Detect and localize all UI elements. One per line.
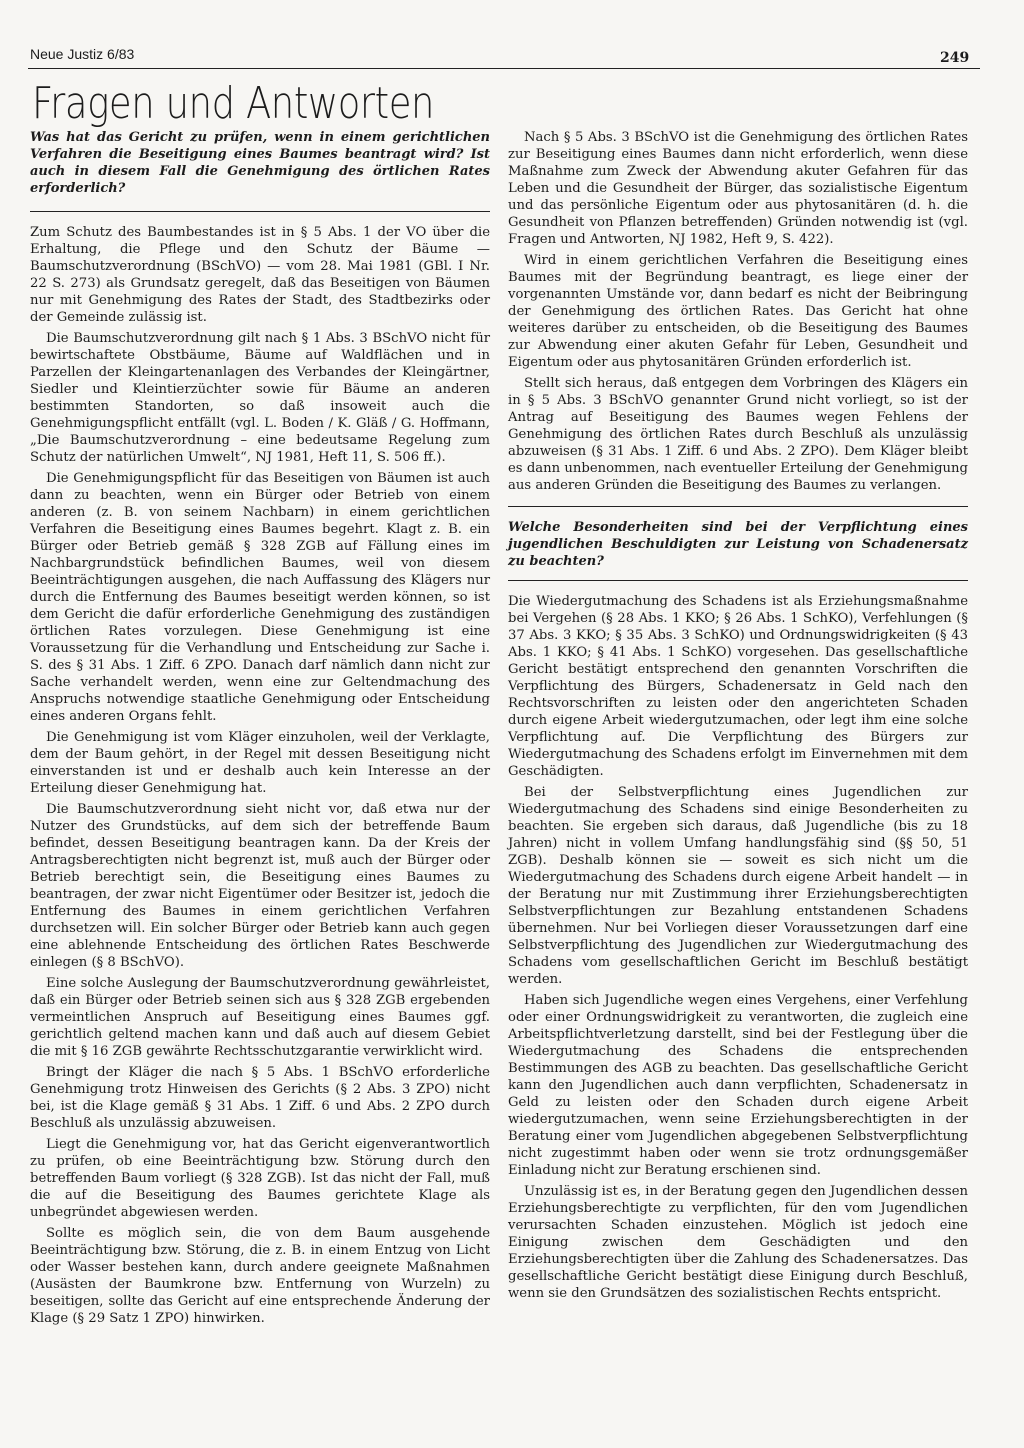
running-head: Neue Justiz 6/83 xyxy=(30,46,135,62)
question-2-block xyxy=(508,506,968,581)
paragraph: Liegt die Genehmigung vor, hat das Gericht eigenverantwortlich zu prüfen, ob eine Beeinträchtigung bzw. Störung durch den betreffenden Baum vorliegt (§ 328 ZGB). Ist das nicht der Fall, muß die auf die Beseitigung des Baumes gerichtete Klage als unbegründet abgewiesen werden. xyxy=(30,1137,490,1220)
paragraph: Eine solche Auslegung der Baumschutzverordnung gewährleistet, daß ein Bürger oder Betrieb seinen sich aus § 328 ZGB ergebenden vermeintlichen Anspruch auf Beseitigung eines Baumes ggf. gerichtlich geltend machen kann und daß auch auf diesem Gebiet die mit § 16 ZGB gewährte Rechtsschutzgarantie verwirklicht wird. xyxy=(30,976,490,1059)
paragraph: Unzulässig ist es, in der Beratung gegen den Jugendlichen dessen Erziehungsberechtigte zu verpflichten, für den vom Jugendlichen verursachten Schaden einzustehen. Möglich ist jedoch eine Einigung zwischen dem Geschädigten und den Erziehungsberechtigten über die Zahlung des Schadenersatzes. Das gesellschaftliche Gericht bestätigt diese Einigung durch Beschluß, wenn sie den Grundsätzen des sozialistischen Rechts entspricht. xyxy=(508,1184,968,1301)
paragraph: Die Genehmigungspflicht für das Beseitigen von Bäumen ist auch dann zu beachten, wenn ein Bürger oder Betrieb von einem anderen (z. B. von seinem Nachbarn) in einem gerichtlichen Verfahren die Beseitigung eines Baumes begehrt. Klagt z. B. ein Bürger oder Betrieb gemäß § 328 ZGB auf Fällung eines im Nachbargrundstück befindlichen Baumes, weil von diesem Beeinträchtigungen ausgehen, die nach Auffassung des Klägers nur durch die Entfernung des Baumes beseitigt werden können, so ist dem Gericht die dafür erforderliche Genehmigung des zuständigen örtlichen Rates vorzulegen. Diese Genehmigung ist eine Voraussetzung für die Verhandlung und Entscheidung zur Sache i. S. des § 31 Abs. 1 Ziff. 6 ZPO. Danach darf nämlich dann nicht zur Sache verhandelt werden, wenn eine zur Geltendmachung des Anspruchs notwendige staatliche Genehmigung oder Entscheidung eines anderen Organs fehlt. xyxy=(30,471,490,724)
paragraph: Bringt der Kläger die nach § 5 Abs. 1 BSchVO erforderliche Genehmigung trotz Hinweisen des Gerichts (§ 2 Abs. 3 ZPO) nicht bei, ist die Klage gemäß § 31 Abs. 1 Ziff. 6 und Abs. 2 ZPO durch Beschluß als unzulässig abzuweisen. xyxy=(30,1065,490,1131)
question-2: Welche Besonderheiten sind bei der Verpflichtung eines jugendlichen Beschuldigten zur Leistung von Schadenersatz zu beachten? xyxy=(508,520,968,569)
paragraph: Die Genehmigung ist vom Kläger einzuholen, weil der Verklagte, dem der Baum gehört, in der Regel mit dessen Beseitigung nicht einverstanden ist und er deshalb auch kein Interesse an der Erteilung dieser Genehmigung hat. xyxy=(30,730,490,796)
question-2-rule xyxy=(508,580,968,581)
paragraph: Nach § 5 Abs. 3 BSchVO ist die Genehmigung des örtlichen Rates zur Beseitigung eines Baumes dann nicht erforderlich, wenn diese Maßnahme zum Zweck der Abwendung akuter Gefahren für das Leben und die Gesundheit der Bürger, das sozialistische Eigentum und das persönliche Eigentum oder aus phytosanitären (d. h. die Gesundheit von Pflanzen betreffenden) Gründen notwendig ist (vgl. Fragen und Antworten, NJ 1982, Heft 9, S. 422). xyxy=(508,130,968,247)
question-1-rule xyxy=(30,211,490,212)
paragraph: Stellt sich heraus, daß entgegen dem Vorbringen des Klägers ein in § 5 Abs. 3 BSchVO genannter Grund nicht vorliegt, so ist der Antrag auf Beseitigung des Baumes wegen Fehlens der Genehmigung des örtlichen Rates durch Beschluß als unzulässig abzuweisen (§ 31 Abs. 1 Ziff. 6 und Abs. 2 ZPO). Dem Kläger bleibt es dann unbenommen, nach eventueller Erteilung der Genehmigung aus anderen Gründen die Beseitigung des Baumes zu verlangen. xyxy=(508,376,968,493)
paragraph: Wird in einem gerichtlichen Verfahren die Beseitigung eines Baumes mit der Begründung beantragt, es liege einer der vorgenannten Umstände vor, dann bedarf es nicht der Beibringung der Genehmigung des örtlichen Rates. Das Gericht hat ohne weiteres darüber zu entscheiden, ob die Beseitigung des Baumes zur Abwendung einer akuten Gefahr für Leben, Gesundheit und Eigentum oder aus phytosanitären Gründen erforderlich ist. xyxy=(508,253,968,370)
header-rule xyxy=(28,68,980,69)
question-2-top-rule xyxy=(508,506,968,507)
paragraph: Bei der Selbstverpflichtung eines Jugendlichen zur Wiedergutmachung des Schadens sind einige Besonderheiten zu beachten. Sie ergeben sich daraus, daß Jugendliche (bis zu 18 Jahren) nicht in vollem Umfang handlungsfähig sind (§§ 50, 51 ZGB). Deshalb können sie — soweit es sich nicht um die Wiedergutmachung des Schadens durch eigene Arbeit handelt — in der Beratung nur mit Zustimmung ihrer Erziehungsberechtigten Selbstverpflichtungen zur Bezahlung entstandenen Schadens übernehmen. Nur bei Vorliegen dieser Voraussetzungen darf eine Selbstverpflichtung des Jugendlichen zur Wiedergutmachung des Schadens vom gesellschaftlichen Gericht im Beschluß bestätigt werden. xyxy=(508,785,968,987)
paragraph: Die Baumschutzverordnung gilt nach § 1 Abs. 3 BSchVO nicht für bewirtschaftete Obstbäume, Bäume auf Waldflächen und in Parzellen der Kleingartenanlagen des Verbandes der Kleingärtner, Siedler und Kleintierzüchter sowie für Bäume an anderen bestimmten Standorten, so daß insoweit auch die Genehmigungspflicht entfällt (vgl. L. Boden / K. Gläß / G. Hoffmann, „Die Baumschutzverordnung – eine bedeutsame Regelung zum Schutz der natürlichen Umwelt“, NJ 1981, Heft 11, S. 506 ff.). xyxy=(30,331,490,465)
page-number: 249 xyxy=(940,50,970,66)
left-column xyxy=(30,129,490,1374)
paragraph: Die Wiedergutmachung des Schadens ist als Erziehungsmaßnahme bei Vergehen (§ 28 Abs. 1 KKO; § 26 Abs. 1 SchKO), Verfehlungen (§ 37 Abs. 3 KKO; § 35 Abs. 3 SchKO) und Ordnungswidrigkeiten (§ 43 Abs. 1 KKO; § 41 Abs. 1 SchKO) vorgesehen. Das gesellschaftliche Gericht bestätigt entsprechend den genannten Vorschriften die Verpflichtung des Bürgers, Schadenersatz in Geld nach den Rechtsvorschriften zu leisten oder den angerichteten Schaden durch eigene Arbeit wiedergutzumachen, oder legt ihm eine solche Verpflichtung auf. Die Verpflichtung des Bürgers zur Wiedergutmachung des Schadens erfolgt im Einvernehmen mit dem Geschädigten. xyxy=(508,594,968,779)
paragraph: Die Baumschutzverordnung sieht nicht vor, daß etwa nur der Nutzer des Grundstücks, auf dem sich der betreffende Baum befindet, dessen Beseitigung beantragen kann. Da der Kreis der Antragsberechtigten nicht begrenzt ist, muß auch der Bürger oder Betrieb berechtigt sein, die Beseitigung eines Baumes zu beantragen, der zwar nicht Eigentümer oder Besitzer ist, jedoch die Entfernung des Baumes in einem gerichtlichen Verfahren durchsetzen will. Ein solcher Bürger oder Betrieb kann auch gegen eine ablehnende Entscheidung des örtlichen Rates Beschwerde einlegen (§ 8 BSchVO). xyxy=(30,802,490,970)
section-title: Fragen und Antworten xyxy=(32,78,435,129)
right-column xyxy=(508,129,968,1374)
question-1: Was hat das Gericht zu prüfen, wenn in einem gerichtlichen Verfahren die Beseitigung eines Baumes beantragt wird? Ist auch in diesem Fall die Genehmigung des örtlichen Rates erforderlich? xyxy=(30,130,490,196)
paragraph: Zum Schutz des Baumbestandes ist in § 5 Abs. 1 der VO über die Erhaltung, die Pflege und den Schutz der Bäume — Baumschutzverordnung (BSchVO) — vom 28. Mai 1981 (GBl. I Nr. 22 S. 273) als Grundsatz geregelt, daß das Beseitigen von Bäumen nur mit Genehmigung des Rates der Stadt, des Stadtbezirks oder der Gemeinde zulässig ist. xyxy=(30,225,490,325)
paragraph: Sollte es möglich sein, die von dem Baum ausgehende Beeinträchtigung bzw. Störung, die z. B. in einem Entzug von Licht oder Wasser bestehen kann, durch andere geeignete Maßnahmen (Ausästen der Baumkrone bzw. Entfernung von Wurzeln) zu beseitigen, sollte das Gericht auf eine entsprechende Änderung der Klage (§ 29 Satz 1 ZPO) hinwirken. xyxy=(30,1226,490,1326)
paragraph: Haben sich Jugendliche wegen eines Vergehens, einer Verfehlung oder einer Ordnungswidrigkeit zu verantworten, die zugleich eine Arbeitspflichtverletzung darstellt, sind bei der Festlegung über die Wiedergutmachung des Schadens die entsprechenden Bestimmungen des AGB zu beachten. Das gesellschaftliche Gericht kann den Jugendlichen auch dann verpflichten, Schadenersatz in Geld zu leisten oder den Schaden durch eigene Arbeit wiedergutzumachen, wenn seine Erziehungsberechtigten in der Beratung einer vom Jugendlichen abgegebenen Selbstverpflichtung nicht zugestimmt haben oder wenn sie trotz ordnungsgemäßer Einladung nicht zur Beratung erschienen sind. xyxy=(508,993,968,1178)
